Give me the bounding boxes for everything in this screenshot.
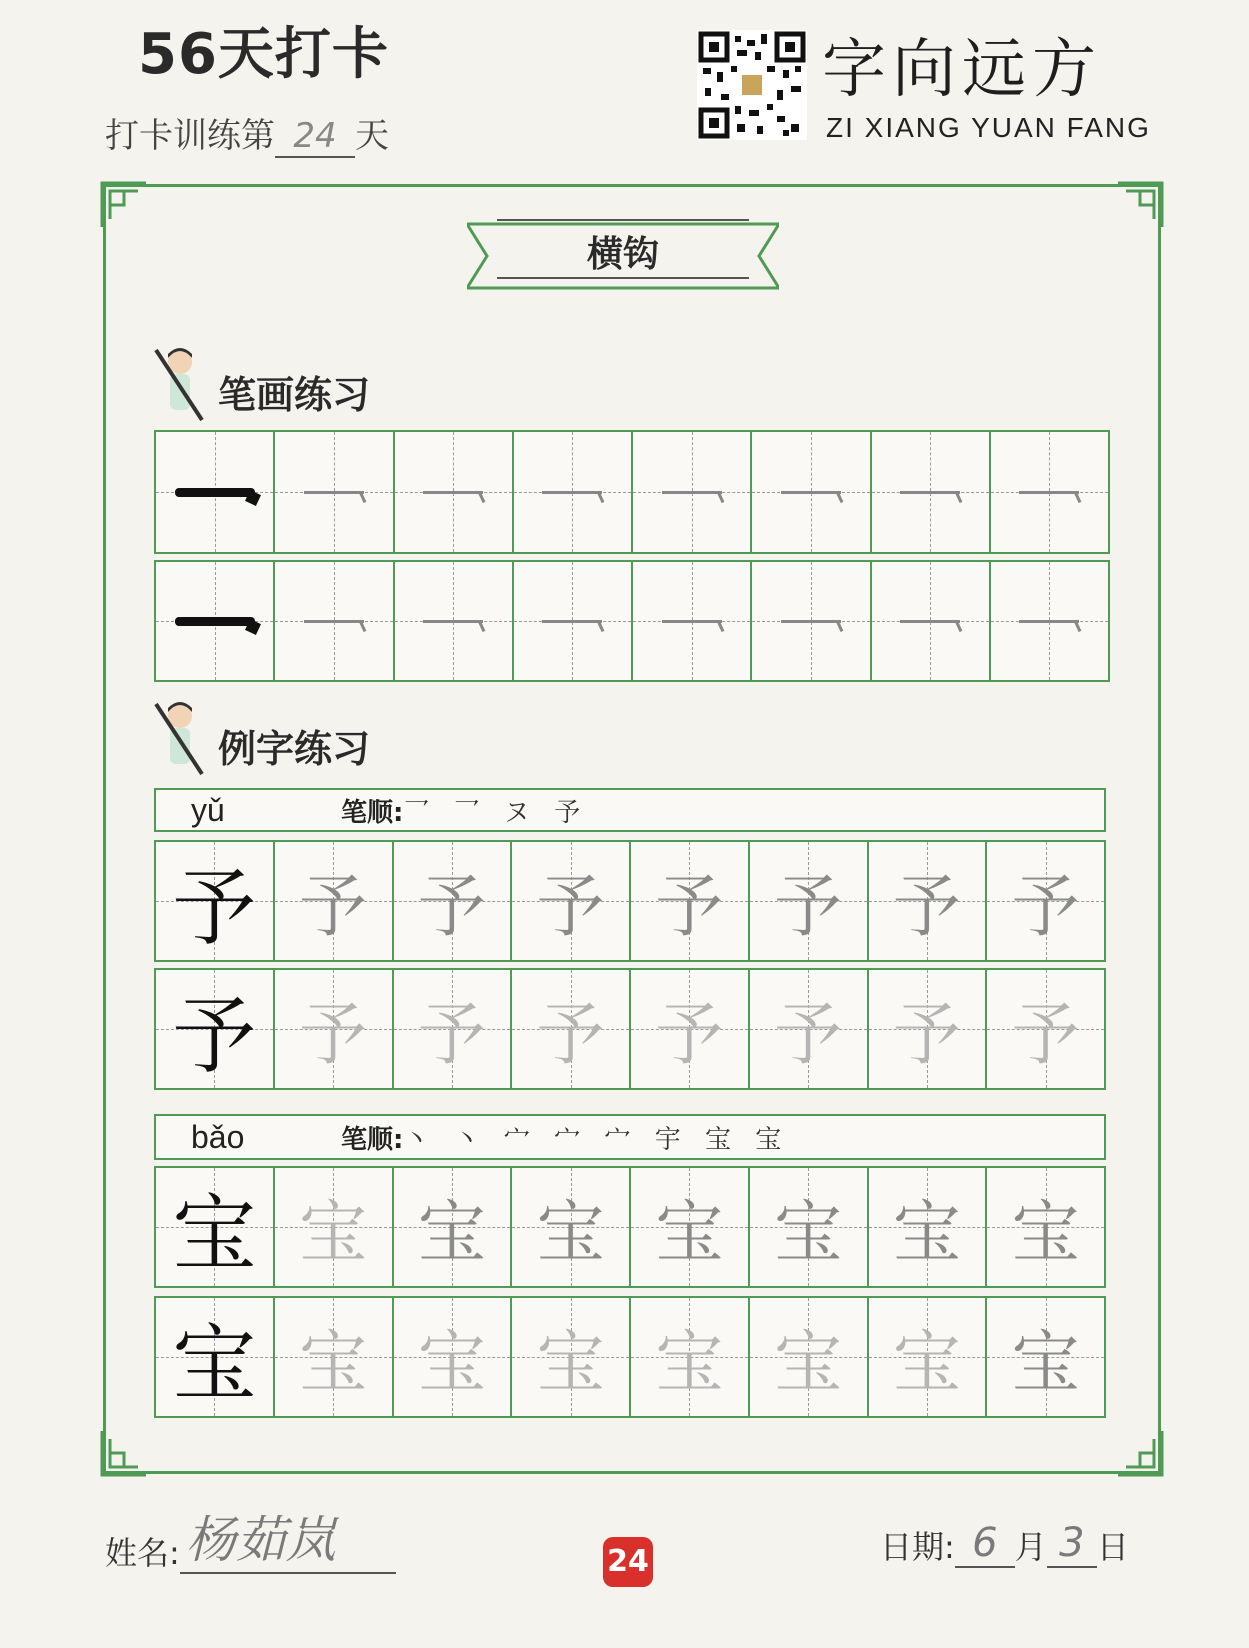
- stroke-order-label: 笔顺:: [341, 797, 404, 828]
- practice-cell[interactable]: [393, 432, 512, 552]
- model-character: 宝: [172, 1314, 257, 1413]
- practice-cell[interactable]: [510, 970, 629, 1088]
- date-label: 日期:: [880, 1528, 955, 1566]
- practice-cell[interactable]: [392, 1168, 511, 1286]
- practice-cell[interactable]: [629, 1168, 748, 1286]
- hengou-stroke-model: [175, 488, 255, 497]
- handwritten-character: 宝: [655, 1323, 724, 1403]
- handwritten-stroke: [662, 620, 722, 623]
- handwritten-character: 宝: [1011, 1323, 1080, 1403]
- handwritten-character: 予: [1011, 867, 1080, 947]
- example-practice-title: 例字练习: [218, 727, 371, 771]
- handwritten-stroke: [423, 491, 483, 494]
- pinyin: yǔ: [191, 791, 225, 828]
- brand-logo-text: 字向远方: [822, 33, 1102, 107]
- practice-cell[interactable]: [748, 1168, 867, 1286]
- practice-cell[interactable]: [748, 970, 867, 1088]
- handwritten-character: 宝: [417, 1323, 486, 1403]
- practice-cell[interactable]: [748, 842, 867, 960]
- practice-cell[interactable]: [867, 1298, 986, 1416]
- handwritten-stroke: [900, 620, 960, 623]
- brand-pinyin: ZI XIANG YUAN FANG: [826, 112, 1151, 143]
- handwritten-stroke: [542, 491, 602, 494]
- character-info-row: [154, 788, 1106, 832]
- name-label: 姓名:: [105, 1534, 180, 1572]
- lesson-title: 横钩: [586, 234, 659, 275]
- frame-corner-ornament: [1116, 1429, 1164, 1477]
- practice-cell[interactable]: [510, 842, 629, 960]
- handwritten-character: 宝: [892, 1193, 961, 1273]
- day-unit: 日: [1096, 1528, 1129, 1566]
- frame-corner-ornament: [1116, 181, 1164, 229]
- handwritten-stroke: [781, 491, 841, 494]
- practice-cell[interactable]: [985, 842, 1104, 960]
- practice-cell[interactable]: [631, 562, 750, 680]
- practice-cell[interactable]: [273, 1298, 392, 1416]
- scholar-icon: [150, 344, 210, 424]
- practice-cell[interactable]: [273, 970, 392, 1088]
- training-day-number[interactable]: 24: [275, 116, 355, 158]
- handwritten-character: 宝: [536, 1193, 605, 1273]
- handwritten-stroke: [304, 491, 364, 494]
- practice-cell[interactable]: [510, 1168, 629, 1286]
- page-number-badge: 24: [603, 1537, 653, 1587]
- practice-cell[interactable]: [750, 562, 869, 680]
- scholar-icon: [150, 698, 210, 778]
- handwritten-character: 予: [536, 867, 605, 947]
- handwritten-stroke: [304, 620, 364, 623]
- handwritten-stroke: [423, 620, 483, 623]
- practice-cell[interactable]: [867, 1168, 986, 1286]
- qr-code-icon: [697, 30, 807, 140]
- handwritten-character: 予: [655, 867, 724, 947]
- stroke-practice-row: [154, 560, 1110, 682]
- practice-cell[interactable]: [273, 1168, 392, 1286]
- frame-corner-ornament: [100, 1429, 148, 1477]
- name-value[interactable]: 杨茹岚: [180, 1500, 396, 1574]
- practice-cell[interactable]: [750, 432, 869, 552]
- practice-cell[interactable]: [273, 842, 392, 960]
- practice-cell: [156, 1168, 273, 1286]
- date-field: [880, 1520, 1129, 1568]
- handwritten-stroke: [1019, 491, 1079, 494]
- character-info-row: [154, 1114, 1106, 1160]
- practice-cell: [156, 1298, 273, 1416]
- practice-cell[interactable]: [629, 842, 748, 960]
- model-character: 宝: [172, 1184, 257, 1283]
- practice-cell[interactable]: [392, 842, 511, 960]
- practice-cell[interactable]: [867, 842, 986, 960]
- handwritten-character: 宝: [774, 1193, 843, 1273]
- practice-cell: [156, 562, 273, 680]
- practice-cell[interactable]: [870, 562, 989, 680]
- stroke-order-label: 笔顺:: [341, 1124, 404, 1155]
- handwritten-character: 予: [774, 995, 843, 1075]
- handwritten-character: 宝: [1011, 1193, 1080, 1273]
- character-practice-row: [154, 968, 1106, 1090]
- practice-cell[interactable]: [985, 1168, 1104, 1286]
- handwritten-character: 宝: [655, 1193, 724, 1273]
- handwritten-character: 予: [774, 867, 843, 947]
- handwritten-character: 宝: [774, 1323, 843, 1403]
- subtitle-suffix: 天: [355, 116, 389, 156]
- handwritten-stroke: [542, 620, 602, 623]
- practice-cell[interactable]: [512, 562, 631, 680]
- practice-cell[interactable]: [989, 562, 1108, 680]
- handwritten-character: 予: [892, 867, 961, 947]
- subtitle-prefix: 打卡训练第: [105, 116, 275, 156]
- stroke-order: 丶 丶 宀 宀 宀 宇 宝 宝: [403, 1124, 790, 1155]
- date-month[interactable]: 6: [955, 1520, 1015, 1568]
- handwritten-character: 宝: [417, 1193, 486, 1273]
- name-field: [105, 1500, 396, 1574]
- model-character: 予: [172, 858, 257, 957]
- character-practice-row: [154, 840, 1106, 962]
- frame-corner-ornament: [100, 181, 148, 229]
- practice-cell: [156, 432, 273, 552]
- practice-cell[interactable]: [985, 970, 1104, 1088]
- handwritten-stroke: [1019, 620, 1079, 623]
- stroke-order: 乛 乛 ヌ 予: [403, 797, 589, 828]
- handwritten-character: 予: [536, 995, 605, 1075]
- handwritten-character: 宝: [299, 1323, 368, 1403]
- handwritten-character: 宝: [299, 1193, 368, 1273]
- hengou-stroke-model: [175, 617, 255, 626]
- practice-cell[interactable]: [392, 1298, 511, 1416]
- practice-cell[interactable]: [989, 432, 1108, 552]
- handwritten-character: 予: [299, 995, 368, 1075]
- month-unit: 月: [1014, 1528, 1047, 1566]
- handwritten-character: 予: [1011, 995, 1080, 1075]
- handwritten-stroke: [781, 620, 841, 623]
- practice-cell[interactable]: [867, 970, 986, 1088]
- handwritten-character: 予: [892, 995, 961, 1075]
- practice-cell[interactable]: [629, 1298, 748, 1416]
- practice-cell[interactable]: [985, 1298, 1104, 1416]
- practice-cell[interactable]: [748, 1298, 867, 1416]
- practice-cell[interactable]: [273, 432, 392, 552]
- practice-cell[interactable]: [631, 432, 750, 552]
- practice-cell[interactable]: [510, 1298, 629, 1416]
- handwritten-stroke: [662, 491, 722, 494]
- handwritten-character: 予: [299, 867, 368, 947]
- handwritten-character: 宝: [536, 1323, 605, 1403]
- handwritten-character: 予: [417, 867, 486, 947]
- character-practice-row: [154, 1166, 1106, 1288]
- handwritten-stroke: [900, 491, 960, 494]
- practice-cell[interactable]: [512, 432, 631, 552]
- practice-cell[interactable]: [392, 970, 511, 1088]
- model-character: 予: [172, 986, 257, 1085]
- stroke-practice-row: [154, 430, 1110, 554]
- practice-cell: [156, 842, 273, 960]
- stroke-practice-title: 笔画练习: [218, 373, 371, 417]
- handwritten-character: 予: [655, 995, 724, 1075]
- handwritten-character: 予: [417, 995, 486, 1075]
- handwritten-character: 宝: [892, 1323, 961, 1403]
- practice-cell[interactable]: [629, 970, 748, 1088]
- practice-cell[interactable]: [273, 562, 392, 680]
- page-title: 56天打卡: [138, 22, 389, 87]
- training-day-label: [105, 108, 389, 158]
- character-practice-row: [154, 1296, 1106, 1418]
- practice-cell: [156, 970, 273, 1088]
- pinyin: bǎo: [191, 1118, 245, 1155]
- practice-cell[interactable]: [870, 432, 989, 552]
- practice-cell[interactable]: [393, 562, 512, 680]
- date-day[interactable]: 3: [1047, 1520, 1097, 1568]
